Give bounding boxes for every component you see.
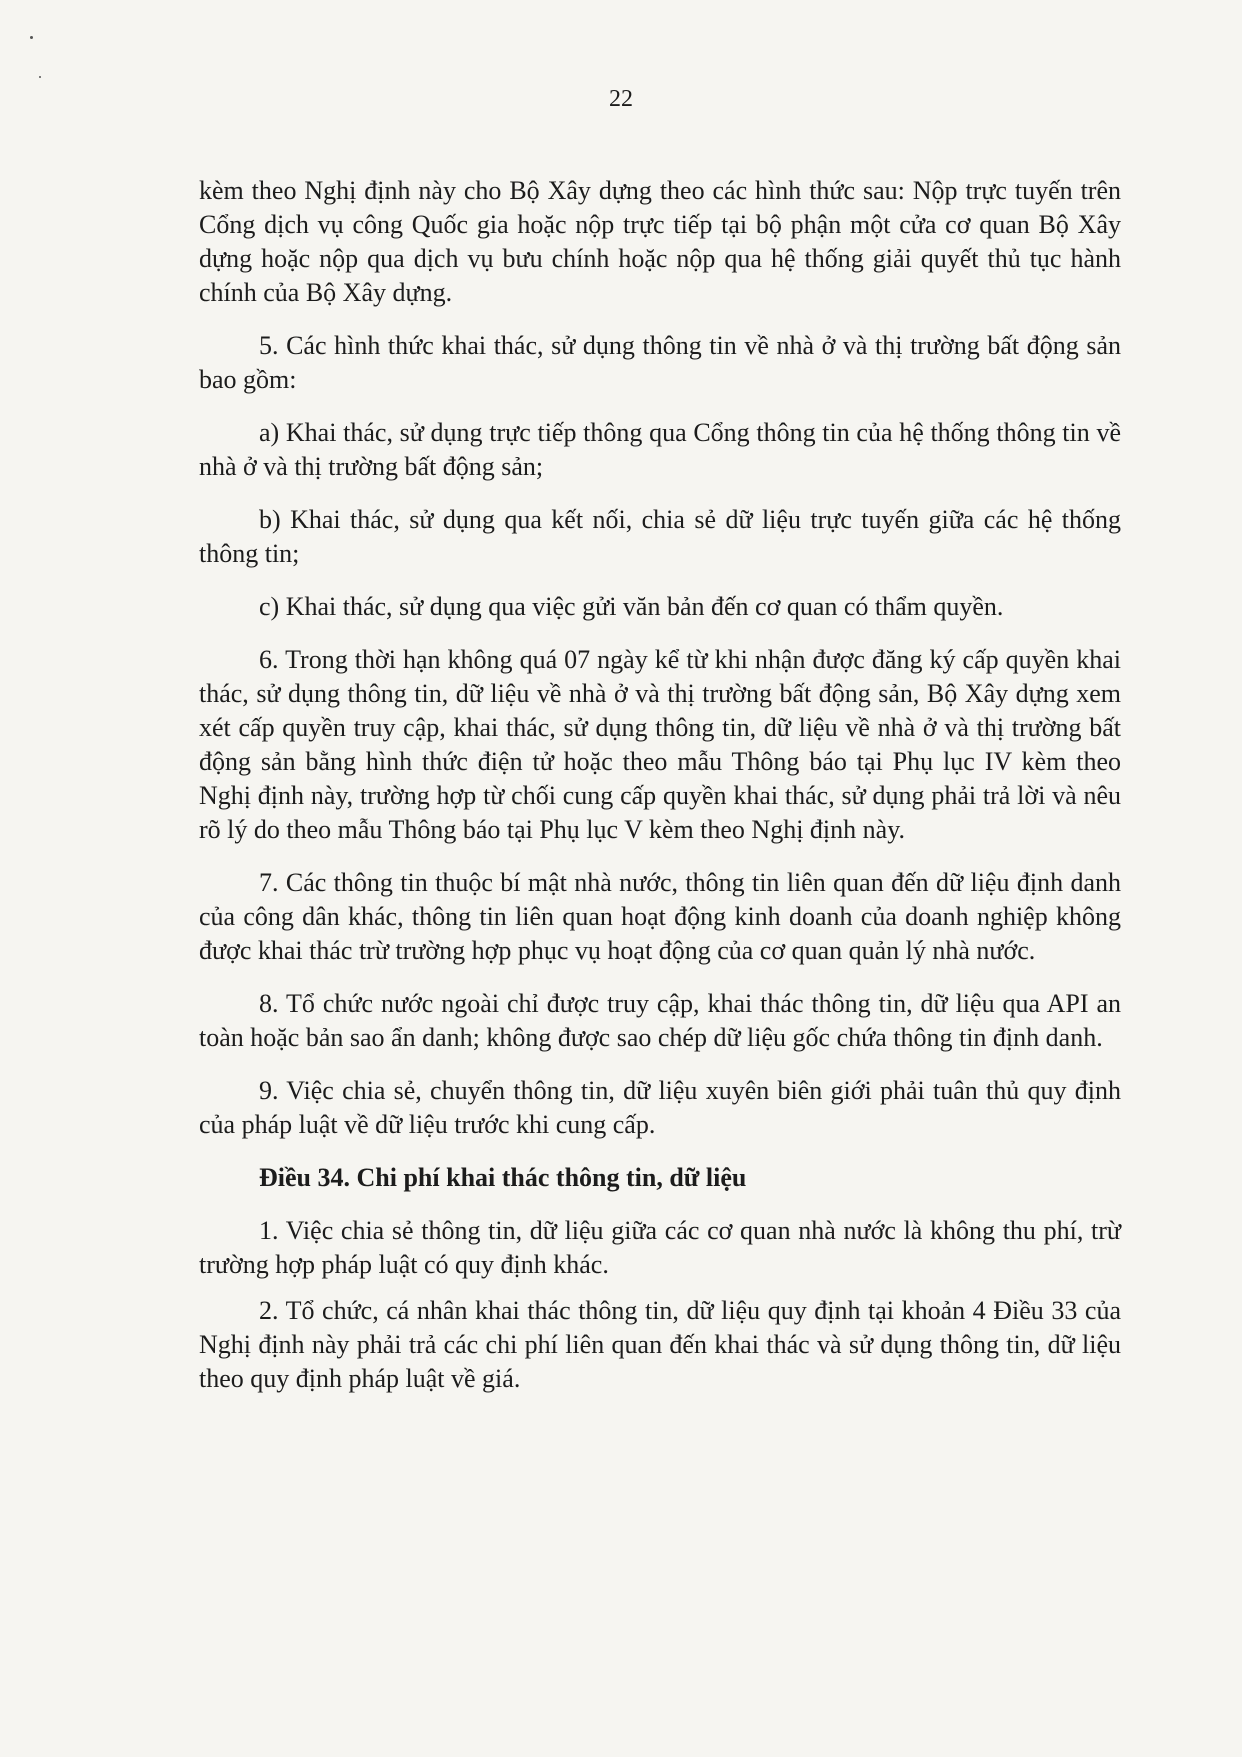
document-body [199, 174, 1121, 1396]
scan-speck [39, 76, 41, 78]
page-number: 22 [609, 86, 633, 112]
paragraph-clause-5a: a) Khai thác, sử dụng trực tiếp thông qua Cổng thông tin của hệ thống thông tin về nhà ở và thị trường bất động sản; [199, 418, 1121, 481]
scan-speck [30, 36, 33, 39]
paragraph-clause-5b: b) Khai thác, sử dụng qua kết nối, chia sẻ dữ liệu trực tuyến giữa các hệ thống thông tin; [199, 505, 1121, 568]
paragraph-clause-9: 9. Việc chia sẻ, chuyển thông tin, dữ liệu xuyên biên giới phải tuân thủ quy định của pháp luật về dữ liệu trước khi cung cấp. [199, 1076, 1121, 1139]
article-34-clause-2: 2. Tổ chức, cá nhân khai thác thông tin, dữ liệu quy định tại khoản 4 Điều 33 của Nghị định này phải trả các chi phí liên quan đến khai thác và sử dụng thông tin, dữ liệu theo quy định pháp luật về giá. [199, 1296, 1121, 1393]
article-34-heading: Điều 34. Chi phí khai thác thông tin, dữ liệu [259, 1163, 747, 1192]
paragraph-clause-5: 5. Các hình thức khai thác, sử dụng thông tin về nhà ở và thị trường bất động sản bao gồm: [199, 331, 1121, 394]
paragraph-continuation: kèm theo Nghị định này cho Bộ Xây dựng theo các hình thức sau: Nộp trực tuyến trên Cổng dịch vụ công Quốc gia hoặc nộp trực tiếp tại bộ phận một cửa cơ quan Bộ Xây dựng hoặc nộp qua dịch vụ bưu chính hoặc nộp qua hệ thống giải quyết thủ tục hành chính của Bộ Xây dựng. [199, 176, 1121, 307]
article-34-clause-1: 1. Việc chia sẻ thông tin, dữ liệu giữa các cơ quan nhà nước là không thu phí, trừ trường hợp pháp luật có quy định khác. [199, 1216, 1121, 1279]
paragraph-clause-8: 8. Tổ chức nước ngoài chỉ được truy cập, khai thác thông tin, dữ liệu qua API an toàn hoặc bản sao ẩn danh; không được sao chép dữ liệu gốc chứa thông tin định danh. [199, 989, 1121, 1052]
paragraph-clause-5c: c) Khai thác, sử dụng qua việc gửi văn bản đến cơ quan có thẩm quyền. [259, 592, 1004, 621]
paragraph-clause-7: 7. Các thông tin thuộc bí mật nhà nước, thông tin liên quan đến dữ liệu định danh của công dân khác, thông tin liên quan hoạt động kinh doanh của doanh nghiệp không được khai thác trừ trường hợp phục vụ hoạt động của cơ quan quản lý nhà nước. [199, 868, 1121, 965]
paragraph-clause-6: 6. Trong thời hạn không quá 07 ngày kể từ khi nhận được đăng ký cấp quyền khai thác, sử dụng thông tin, dữ liệu về nhà ở và thị trường bất động sản, Bộ Xây dựng xem xét cấp quyền truy cập, khai thác, sử dụng thông tin, dữ liệu về nhà ở và thị trường bất động sản bằng hình thức điện tử hoặc theo mẫu Thông báo tại Phụ lục IV kèm theo Nghị định này, trường hợp từ chối cung cấp quyền khai thác, sử dụng phải trả lời và nêu rõ lý do theo mẫu Thông báo tại Phụ lục V kèm theo Nghị định này. [199, 645, 1121, 844]
